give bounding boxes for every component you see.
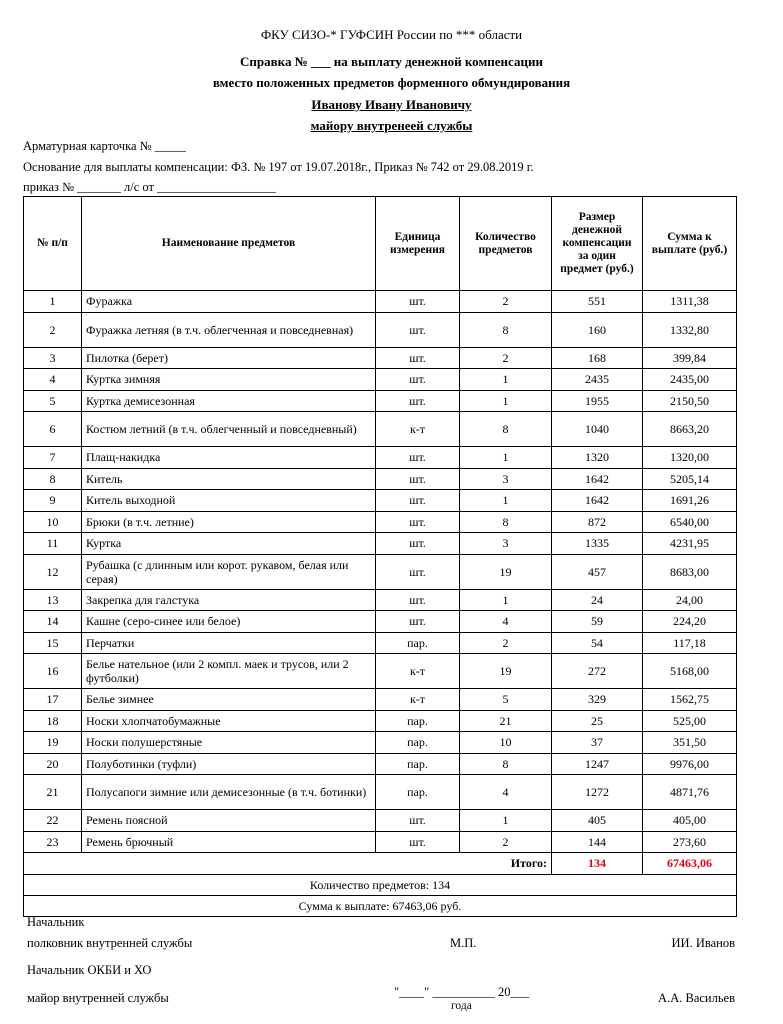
table-row (24, 369, 737, 391)
row-item-name: Пилотка (берет) (82, 347, 376, 369)
row-number: 13 (24, 589, 82, 611)
row-item-name: Плащ-накидка (82, 447, 376, 469)
row-quantity: 2 (460, 831, 552, 853)
recipient-name: Иванову Ивану Ивановичу (311, 97, 472, 112)
table-row (24, 533, 737, 555)
row-price: 872 (552, 511, 643, 533)
doc-title-line1: Справка № ___ на выплату денежной компенсации (240, 54, 543, 69)
row-number: 19 (24, 732, 82, 754)
armature-card: Арматурная карточка № _____ (23, 139, 186, 153)
row-sum: 8663,20 (643, 412, 737, 447)
row-item-name: Костюм летний (в т.ч. облегченный и повседневный) (82, 412, 376, 447)
row-sum: 399,84 (643, 347, 737, 369)
row-sum: 8683,00 (643, 554, 737, 589)
chief-name: ИИ. Иванов (671, 936, 735, 950)
row-quantity: 10 (460, 732, 552, 754)
row-quantity: 1 (460, 369, 552, 391)
row-number: 4 (24, 369, 82, 391)
row-item-name: Китель (82, 468, 376, 490)
summary-row (24, 895, 737, 916)
row-number: 10 (24, 511, 82, 533)
row-sum: 24,00 (643, 589, 737, 611)
row-item-name: Ремень брючный (82, 831, 376, 853)
row-sum: 2435,00 (643, 369, 737, 391)
row-item-name: Куртка демисезонная (82, 390, 376, 412)
header-name: Наименование предметов (82, 197, 376, 291)
row-unit: шт. (376, 589, 460, 611)
row-unit: пар. (376, 775, 460, 810)
row-quantity: 2 (460, 291, 552, 313)
row-sum: 1311,38 (643, 291, 737, 313)
row-unit: пар. (376, 732, 460, 754)
okbi-rank: майор внутренней службы (27, 991, 169, 1005)
row-sum: 224,20 (643, 611, 737, 633)
row-price: 54 (552, 632, 643, 654)
table-row (24, 468, 737, 490)
order-line: приказ № _______ л/с от ___________________ (23, 180, 276, 194)
stamp-place: М.П. (450, 936, 477, 950)
table-row (24, 554, 737, 589)
total-label: Итого: (460, 853, 552, 875)
row-item-name: Рубашка (с длинным или корот. рукавом, белая или серая) (82, 554, 376, 589)
table-row (24, 732, 737, 754)
row-number: 7 (24, 447, 82, 469)
row-price: 272 (552, 654, 643, 689)
okbi-name: А.А. Васильев (658, 991, 735, 1005)
row-item-name: Носки хлопчатобумажные (82, 710, 376, 732)
table-row (24, 632, 737, 654)
row-number: 9 (24, 490, 82, 512)
total-qty: 134 (552, 853, 643, 875)
row-quantity: 4 (460, 611, 552, 633)
row-item-name: Белье нательное (или 2 компл. маек и трусов, или 2 футболки) (82, 654, 376, 689)
row-item-name: Полусапоги зимние или демисезонные (в т.ч. ботинки) (82, 775, 376, 810)
row-sum: 1320,00 (643, 447, 737, 469)
row-unit: шт. (376, 347, 460, 369)
table-row (24, 810, 737, 832)
table-row (24, 831, 737, 853)
row-price: 2435 (552, 369, 643, 391)
row-sum: 5168,00 (643, 654, 737, 689)
table-row (24, 511, 737, 533)
row-number: 20 (24, 753, 82, 775)
row-number: 11 (24, 533, 82, 555)
row-quantity: 4 (460, 775, 552, 810)
row-unit: к-т (376, 654, 460, 689)
row-price: 457 (552, 554, 643, 589)
row-quantity: 3 (460, 468, 552, 490)
row-unit: шт. (376, 291, 460, 313)
row-unit: шт. (376, 554, 460, 589)
row-price: 24 (552, 589, 643, 611)
payment-basis: Основание для выплаты компенсации: ФЗ. № 197 от 19.07.2018г., Приказ № 742 от 29.08.2019 г. (23, 160, 534, 174)
row-number: 22 (24, 810, 82, 832)
row-sum: 273,60 (643, 831, 737, 853)
row-number: 3 (24, 347, 82, 369)
table-row (24, 291, 737, 313)
summary-quantity: Количество предметов: 134 (24, 874, 737, 895)
row-sum: 2150,50 (643, 390, 737, 412)
row-unit: пар. (376, 632, 460, 654)
row-unit: шт. (376, 312, 460, 347)
table-row (24, 447, 737, 469)
row-sum: 1562,75 (643, 689, 737, 711)
row-price: 1335 (552, 533, 643, 555)
recipient-rank: майору внутренеей службы (310, 118, 473, 133)
header-sum: Сумма к выплате (руб.) (643, 197, 737, 291)
table-row (24, 347, 737, 369)
row-quantity: 1 (460, 810, 552, 832)
row-quantity: 1 (460, 490, 552, 512)
table-header-row (24, 197, 737, 291)
row-number: 2 (24, 312, 82, 347)
row-sum: 117,18 (643, 632, 737, 654)
table-row (24, 589, 737, 611)
row-quantity: 5 (460, 689, 552, 711)
row-item-name: Полуботинки (туфли) (82, 753, 376, 775)
row-price: 551 (552, 291, 643, 313)
row-price: 405 (552, 810, 643, 832)
table-row (24, 710, 737, 732)
doc-title-line2: вместо положенных предметов форменного обмундирования (212, 75, 571, 90)
row-item-name: Фуражка летняя (в т.ч. облегченная и повседневная) (82, 312, 376, 347)
table-row (24, 654, 737, 689)
row-sum: 1691,26 (643, 490, 737, 512)
row-item-name: Китель выходной (82, 490, 376, 512)
row-price: 1247 (552, 753, 643, 775)
org-name: ФКУ СИЗО-* ГУФСИН России по *** области (260, 27, 523, 42)
chief-title: Начальник (27, 915, 85, 929)
row-sum: 405,00 (643, 810, 737, 832)
summary-row (24, 874, 737, 895)
row-price: 25 (552, 710, 643, 732)
row-sum: 4231,95 (643, 533, 737, 555)
row-item-name: Фуражка (82, 291, 376, 313)
row-quantity: 8 (460, 412, 552, 447)
summary-amount: Сумма к выплате: 67463,06 руб. (24, 895, 737, 916)
row-number: 6 (24, 412, 82, 447)
row-price: 329 (552, 689, 643, 711)
row-quantity: 8 (460, 312, 552, 347)
row-quantity: 19 (460, 654, 552, 689)
row-unit: шт. (376, 490, 460, 512)
row-number: 23 (24, 831, 82, 853)
row-price: 1272 (552, 775, 643, 810)
row-item-name: Носки полушерстяные (82, 732, 376, 754)
row-price: 144 (552, 831, 643, 853)
row-unit: шт. (376, 447, 460, 469)
row-item-name: Куртка зимняя (82, 369, 376, 391)
total-sum: 67463,06 (643, 853, 737, 875)
row-unit: шт. (376, 533, 460, 555)
row-quantity: 3 (460, 533, 552, 555)
table-row (24, 490, 737, 512)
row-item-name: Закрепка для галстука (82, 589, 376, 611)
row-price: 168 (552, 347, 643, 369)
row-price: 160 (552, 312, 643, 347)
row-unit: шт. (376, 511, 460, 533)
compensation-table (23, 196, 737, 917)
row-quantity: 21 (460, 710, 552, 732)
row-unit: шт. (376, 810, 460, 832)
row-item-name: Брюки (в т.ч. летние) (82, 511, 376, 533)
row-number: 21 (24, 775, 82, 810)
row-sum: 525,00 (643, 710, 737, 732)
row-item-name: Перчатки (82, 632, 376, 654)
row-unit: шт. (376, 831, 460, 853)
row-number: 17 (24, 689, 82, 711)
row-item-name: Куртка (82, 533, 376, 555)
row-quantity: 2 (460, 347, 552, 369)
row-quantity: 1 (460, 390, 552, 412)
okbi-title: Начальник ОКБИ и ХО (27, 963, 152, 977)
row-number: 5 (24, 390, 82, 412)
table-row (24, 775, 737, 810)
row-unit: шт. (376, 468, 460, 490)
row-number: 16 (24, 654, 82, 689)
row-price: 59 (552, 611, 643, 633)
row-quantity: 1 (460, 589, 552, 611)
date-caption: года (451, 1000, 472, 1012)
row-unit: пар. (376, 753, 460, 775)
header-qty: Количество предметов (460, 197, 552, 291)
row-number: 18 (24, 710, 82, 732)
row-number: 14 (24, 611, 82, 633)
row-item-name: Ремень поясной (82, 810, 376, 832)
row-unit: шт. (376, 390, 460, 412)
table-row (24, 689, 737, 711)
total-row (24, 853, 737, 875)
chief-rank: полковник внутренней службы (27, 936, 193, 950)
row-sum: 9976,00 (643, 753, 737, 775)
row-item-name: Белье зимнее (82, 689, 376, 711)
row-price: 1040 (552, 412, 643, 447)
row-unit: пар. (376, 710, 460, 732)
table-row (24, 611, 737, 633)
row-number: 8 (24, 468, 82, 490)
row-quantity: 1 (460, 447, 552, 469)
table-row (24, 412, 737, 447)
header-num: № п/п (24, 197, 82, 291)
row-quantity: 2 (460, 632, 552, 654)
row-price: 1642 (552, 468, 643, 490)
row-price: 1320 (552, 447, 643, 469)
row-sum: 351,50 (643, 732, 737, 754)
row-unit: шт. (376, 369, 460, 391)
row-unit: шт. (376, 611, 460, 633)
row-sum: 4871,76 (643, 775, 737, 810)
row-price: 37 (552, 732, 643, 754)
row-quantity: 8 (460, 753, 552, 775)
header-price: Размер денежной компенсации за один предмет (руб.) (552, 197, 643, 291)
row-price: 1642 (552, 490, 643, 512)
row-sum: 1332,80 (643, 312, 737, 347)
row-item-name: Кашне (серо-синее или белое) (82, 611, 376, 633)
table-row (24, 390, 737, 412)
row-unit: к-т (376, 412, 460, 447)
row-sum: 6540,00 (643, 511, 737, 533)
date-line: "____" __________ 20___ (394, 985, 530, 999)
row-number: 1 (24, 291, 82, 313)
row-number: 15 (24, 632, 82, 654)
row-quantity: 8 (460, 511, 552, 533)
table-row (24, 753, 737, 775)
row-price: 1955 (552, 390, 643, 412)
row-quantity: 19 (460, 554, 552, 589)
header-unit: Единица измерения (376, 197, 460, 291)
table-row (24, 312, 737, 347)
row-sum: 5205,14 (643, 468, 737, 490)
row-number: 12 (24, 554, 82, 589)
row-unit: к-т (376, 689, 460, 711)
